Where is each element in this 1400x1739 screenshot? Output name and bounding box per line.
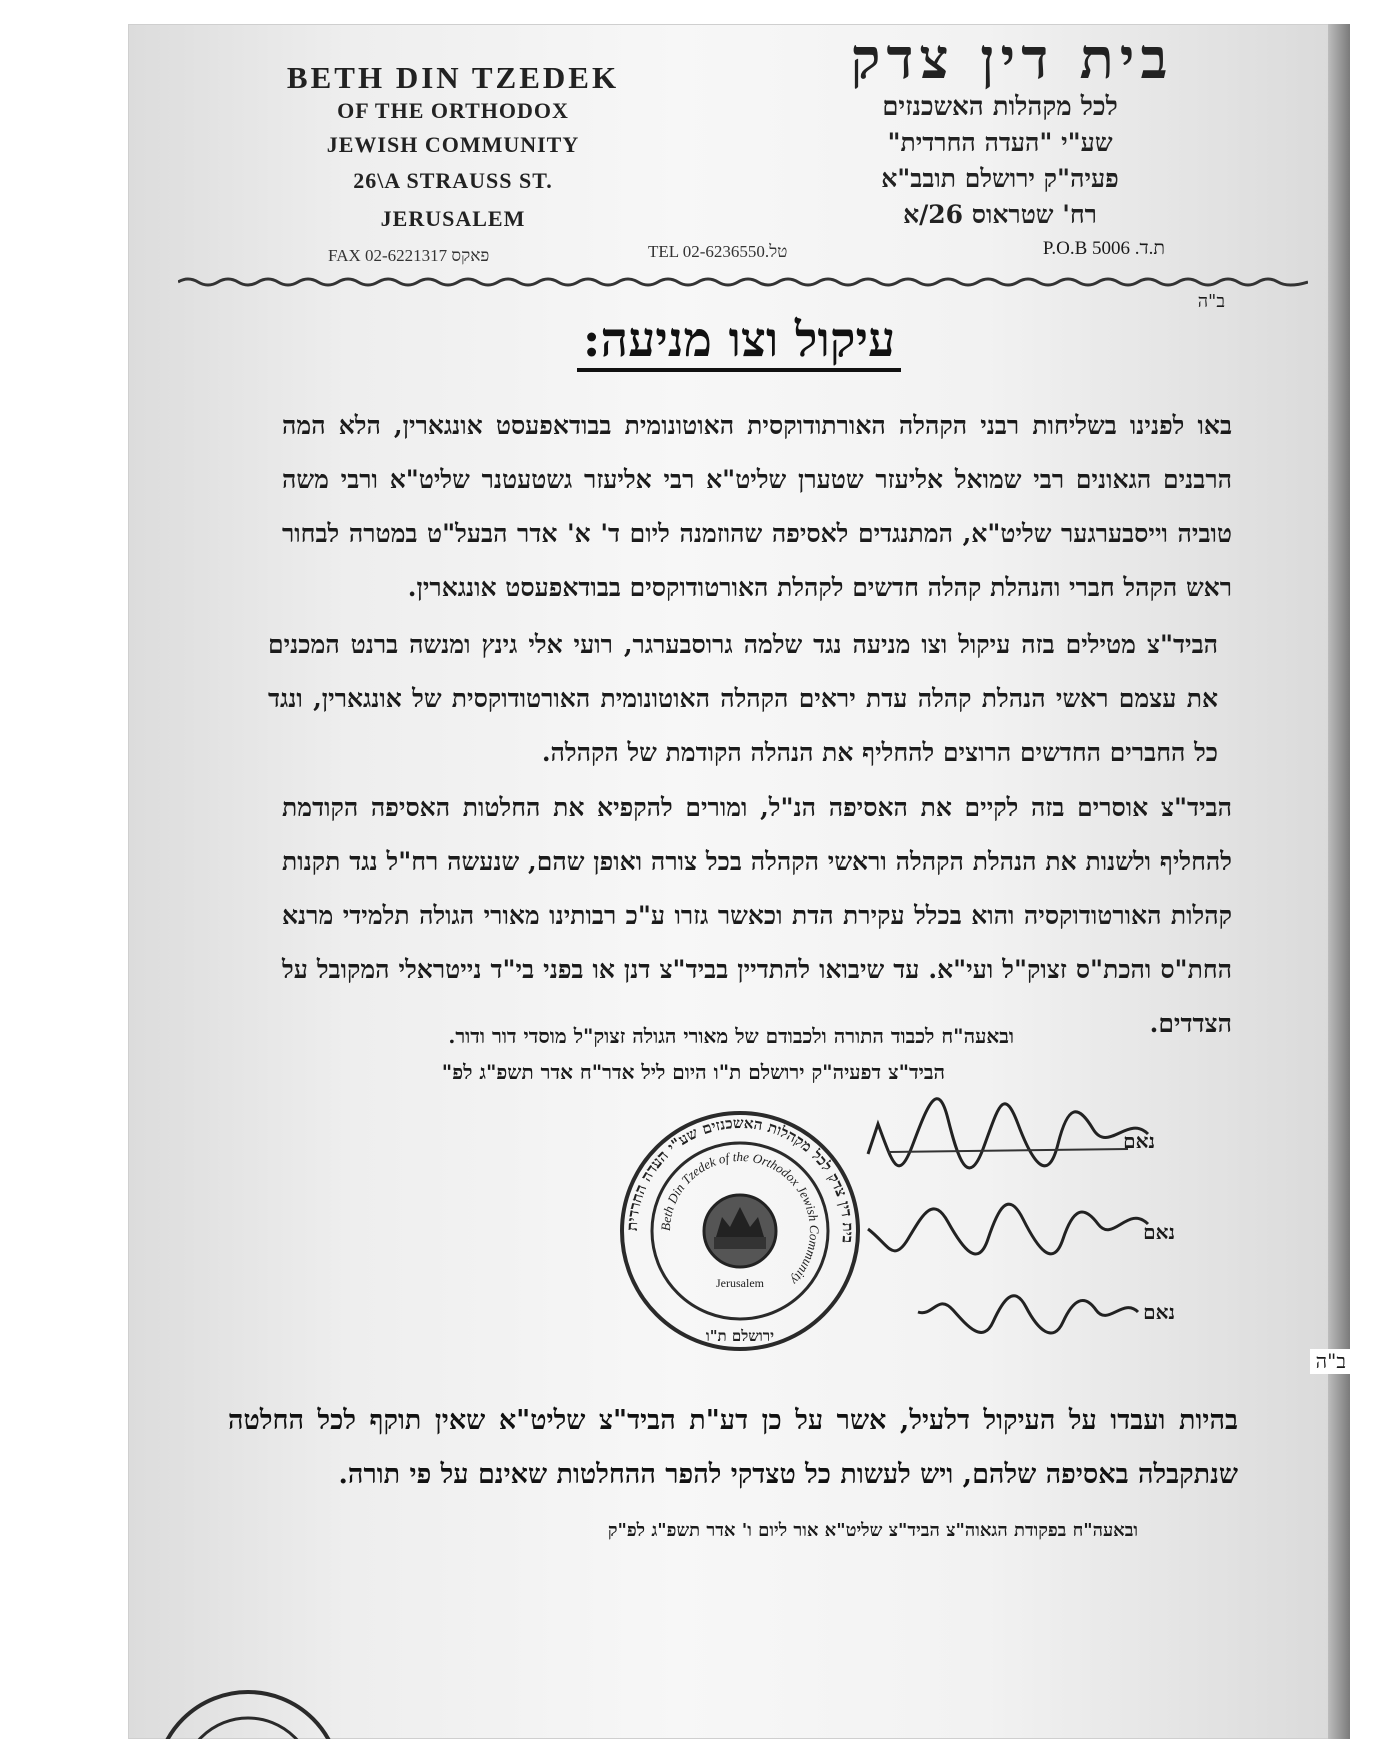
handwritten-signature-3 — [908, 1282, 1148, 1342]
handwritten-signature-1 — [858, 1094, 1158, 1174]
signature-label-1: נאם — [1123, 1129, 1155, 1153]
bh-top: ב"ה — [1197, 291, 1225, 312]
paragraph-1: באו לפנינו בשליחות רבני הקהלה האורתודוקסית האוטונומית בבודאפעסט אונגארין, הלא המה הרבנים הגאונים רבי שמואל אליעזר שטערן שליט"א רבי אליעזר גשטעטנר שליט"א ורבי משה טוביה וייסבערגער שליט"א, המתנגדים לאסיפה שהוזמנה ליום ד' א' אדר הבעל"ט במטרה לבחור ראש הקהל חברי והנהלת קהלה חדשים לקהלת האורטודוקסים בבודאפעסט אונגארין. — [282, 411, 1232, 602]
letterhead-he-line3: שע"י "העדה החרדית" — [887, 128, 1113, 157]
letterhead-fax: FAX 02-6221317 פאקס — [328, 246, 490, 265]
document-page — [128, 24, 1350, 1739]
letterhead-tel: TEL 02-6236550.טל — [648, 242, 788, 261]
letterhead-he-title: בית דין צדק — [850, 26, 1174, 92]
closing-line-2: הביד"צ דפעיה"ק ירושלם ת"ו היום ליל אדר"ח אדר תשפ"ג לפ" — [441, 1060, 945, 1084]
letterhead-en-line1: BETH DIN TZEDEK — [286, 60, 620, 95]
letterhead-en-line3: JEWISH COMMUNITY — [326, 132, 580, 157]
document-title — [128, 312, 1350, 368]
letterhead-en-line4: 26\A STRAUSS ST. — [353, 168, 553, 193]
letterhead-en-line2: OF THE ORTHODOX — [337, 98, 569, 123]
paragraph-2: הביד"צ מטילים בזה עיקול וצו מניעה נגד שלמה גרוסבערגר, רועי אלי גינץ ומנשה ברנט המכנים את עצמם ראשי הנהלת קהלה עדת יראים הקהלה האוטונומית האורטודוקסית של אונגארין, ונגד כל החברים החדשים הרוצים להחליף את הנהלה הקודמת של הקהלה. — [268, 630, 1218, 767]
footer-line: ובאעה"ח בפקודת הגאוה"צ הביד"צ שליט"א אור ליום ו' אדר תשפ"ג לפ"ק — [607, 1520, 1138, 1541]
paragraph-3: הביד"צ אוסרים בזה לקיים את האסיפה הנ"ל, ומורים להקפיא את החלטות האסיפה הקודמת להחליף ולשנות את הנהלת הקהלה וראשי הקהלה בכל צורה ואופן שהם, שנעשה רח"ל נגד תקנות קהלות האורטודוקסיה והוא בכלל עקירת הדת וכאשר גזרו ע"כ רבותינו מאורי הגולה תלמידי מרנא החת"ס והכת"ס זצוק"ל ועי"א. עד שיבואו להתדיין בביד"צ דנן או בפני בי"ד נייטראלי המקובל על הצדדים. — [282, 793, 1232, 1038]
stamp-city-en: Jerusalem — [716, 1276, 764, 1290]
partial-seal-stamp — [148, 1684, 338, 1739]
stamp-outer-text: בית דין צדק לכל מקהלות האשכנזים שע"י העדה החרדית — [622, 1113, 858, 1244]
endorsement-paragraph: בהיות ועבדו על העיקול דלעיל, אשר על כן דע"ת הביד"צ שליט"א שאין תוקף לכל החלטה שנתקבלה באסיפה שלהם, ויש לעשות כל טצדקי להפר ההחלטות שאינם על פי תורה. — [228, 1405, 1238, 1490]
letterhead-en-line5: JERUSALEM — [380, 206, 526, 231]
signature-label-3: נאם — [1143, 1300, 1175, 1324]
letterhead-he-line5: רח' שטראוס 26/א — [903, 200, 1097, 229]
page-shadow-edge — [1328, 24, 1350, 1739]
letterhead-pob: ת.ד. 5006 P.O.B — [1042, 238, 1165, 259]
letterhead-wavy-rule — [178, 274, 1308, 288]
document-title-text: עיקול וצו מניעה: — [577, 312, 901, 372]
court-seal-stamp — [618, 1109, 863, 1354]
stamp-city-he: ירושלם ת"ו — [705, 1327, 775, 1345]
handwritten-signature-2 — [848, 1194, 1158, 1264]
stamp-inner-text: Beth Din Tzedek of the Orthodox Jewish Community — [657, 1148, 823, 1288]
letterhead-he-line4: פעיה"ק ירושלם תובב"א — [881, 164, 1119, 193]
closing-line-1: ובאעה"ח לכבוד התורה ולכבודם של מאורי הגולה זצוק"ל מוסדי דור ודור. — [448, 1024, 1014, 1048]
letterhead-he-line2: לכל מקהלות האשכנזים — [882, 92, 1118, 122]
bh-bottom: ב"ה — [1310, 1349, 1350, 1374]
signature-label-2: נאם — [1143, 1220, 1175, 1244]
